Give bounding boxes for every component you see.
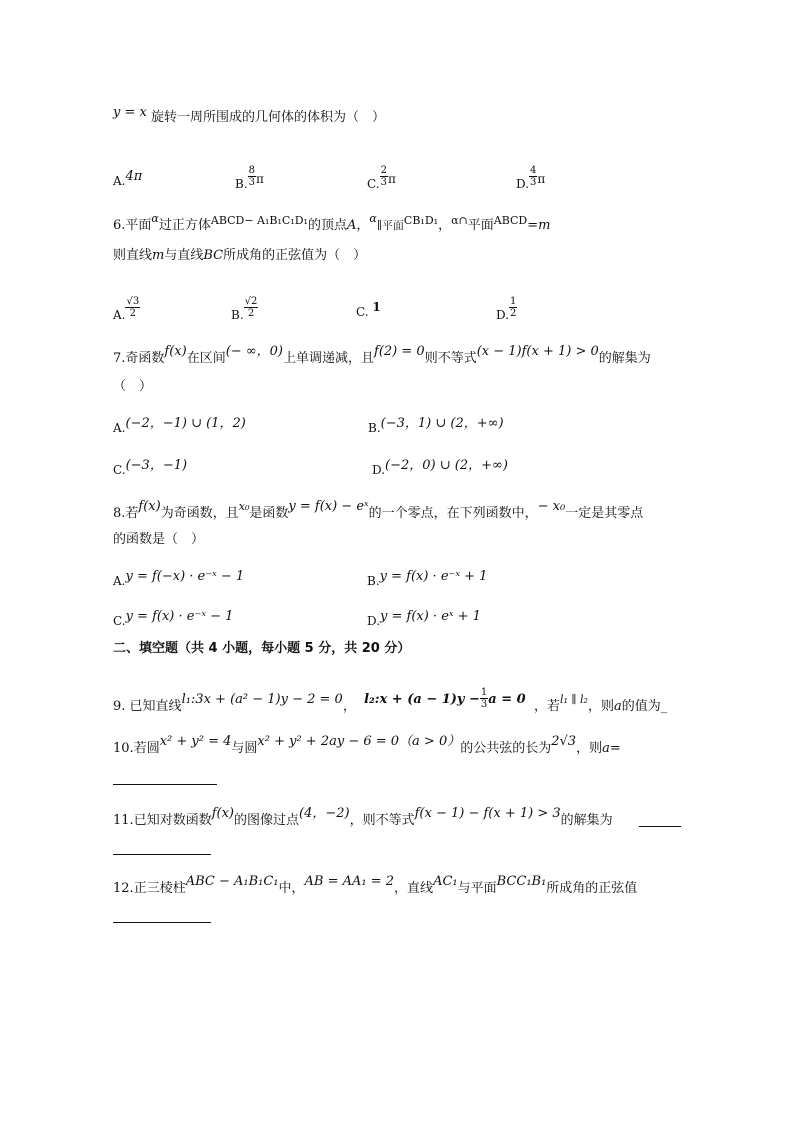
q7-line-2: （ ） bbox=[113, 379, 153, 394]
q8-option-b[interactable]: B.y = f(x) · e⁻ˣ + 1 bbox=[367, 569, 488, 588]
q7-option-d[interactable]: D.(−2，0) ∪ (2，+∞) bbox=[372, 458, 508, 477]
q12-answer-blank[interactable] bbox=[113, 922, 211, 923]
fraction: $\frac{4}{3}$ bbox=[530, 165, 537, 188]
q5-line bbox=[113, 105, 385, 127]
q6-line-2: 则直线m与直线BC所成角的正弦值为（ ） bbox=[113, 248, 367, 263]
fraction: $\frac{8}{3}$ bbox=[248, 165, 256, 188]
q6-option-c[interactable]: C. 1 bbox=[356, 300, 381, 319]
q5-option-d[interactable]: D. $\frac{4}{3}$ π bbox=[516, 165, 546, 191]
fraction: $\frac{√2}{2}$ bbox=[244, 296, 258, 319]
q8-line-2: 的函数是（ ） bbox=[113, 532, 205, 547]
q5-lead-math: y = x bbox=[113, 105, 147, 120]
q10-line: 10.若圆x² + y² = 4与圆x² + y² + 2ay − 6 = 0（a > 0）的公共弦的长为2√3，则a= bbox=[113, 734, 621, 756]
fraction: $\frac{√3}{2}$ bbox=[126, 296, 140, 319]
q8-line-1: 8.若f(x)为奇函数，且$^{x_0}$是函数y = f(x) − eˣ的一个零点，在下列函数中，− x₀一定是其零点 bbox=[113, 499, 644, 521]
q7-option-c[interactable]: C.(−3，−1) bbox=[113, 458, 188, 477]
q5-text: 旋转一周所围成的几何体的体积为（ ） bbox=[150, 110, 385, 125]
q11-answer-blank-1[interactable] bbox=[639, 826, 681, 827]
q6-option-b[interactable]: B. $\frac{√2}{2}$ bbox=[231, 296, 258, 322]
fraction: $\frac{1}{2}$ bbox=[510, 296, 517, 319]
q8-option-d[interactable]: D.y = f(x) · eˣ + 1 bbox=[367, 609, 481, 628]
q10-answer-blank[interactable] bbox=[113, 784, 217, 785]
q11-line: 11.已知对数函数f(x)的图像过点(4，−2)，则不等式f(x − 1) − f(x + 1) > 3的解集为 bbox=[113, 806, 613, 828]
q11-answer-blank-2[interactable] bbox=[113, 854, 211, 855]
section-header: 二、填空题（共 4 小题，每小题 5 分，共 20 分） bbox=[113, 641, 411, 656]
q8-option-c[interactable]: C.y = f(x) · e⁻ˣ − 1 bbox=[113, 609, 234, 628]
q12-line: 12.正三棱柱ABC − A₁B₁C₁中，AB = AA₁ = 2，直线AC₁与平面BCC₁B₁所成角的正弦值 bbox=[113, 874, 638, 896]
q5-option-b[interactable]: B. $\frac{8}{3}$ π bbox=[235, 165, 264, 191]
q6-option-d[interactable]: D. $\frac{1}{2}$ bbox=[496, 296, 517, 322]
q8-option-a[interactable]: A.y = f(−x) · e⁻ˣ − 1 bbox=[113, 569, 245, 588]
fraction: $\frac{2}{3}$ bbox=[380, 165, 387, 188]
q6-line-1: 6.平面$^\alpha$过正方体$^{ABCD- A_1B_1C_1D_1}$的顶点A，$^\alpha$∥平面$^{CB_1D_1}$，$^{\alpha\cap}$平面$^{ABCD}$=m bbox=[113, 212, 551, 233]
q5-option-c[interactable]: C. $\frac{2}{3}$ π bbox=[367, 165, 396, 191]
q9-line: 9. 已知直线l₁:3x + (a² − 1)y − 2 = 0， l₂:x + (a − 1)y − $\frac{1}{3}$ a = 0 ，若$^{l_1 \parallel l_2}$，则a的值为_ bbox=[113, 687, 668, 714]
q5-option-a[interactable]: A.4π bbox=[113, 169, 143, 188]
q6-option-a[interactable]: A. $\frac{√3}{2}$ bbox=[113, 296, 140, 322]
fraction: $\frac{1}{3}$ bbox=[480, 687, 488, 710]
q7-option-a[interactable]: A.(−2，−1) ∪ (1，2) bbox=[113, 416, 246, 435]
q7-line-1: 7.奇函数f(x)在区间(− ∞，0)上单调递减，且f(2) = 0则不等式(x − 1)f(x + 1) > 0的解集为 bbox=[113, 344, 651, 366]
q7-option-b[interactable]: B.(−3，1) ∪ (2，+∞) bbox=[368, 416, 504, 435]
